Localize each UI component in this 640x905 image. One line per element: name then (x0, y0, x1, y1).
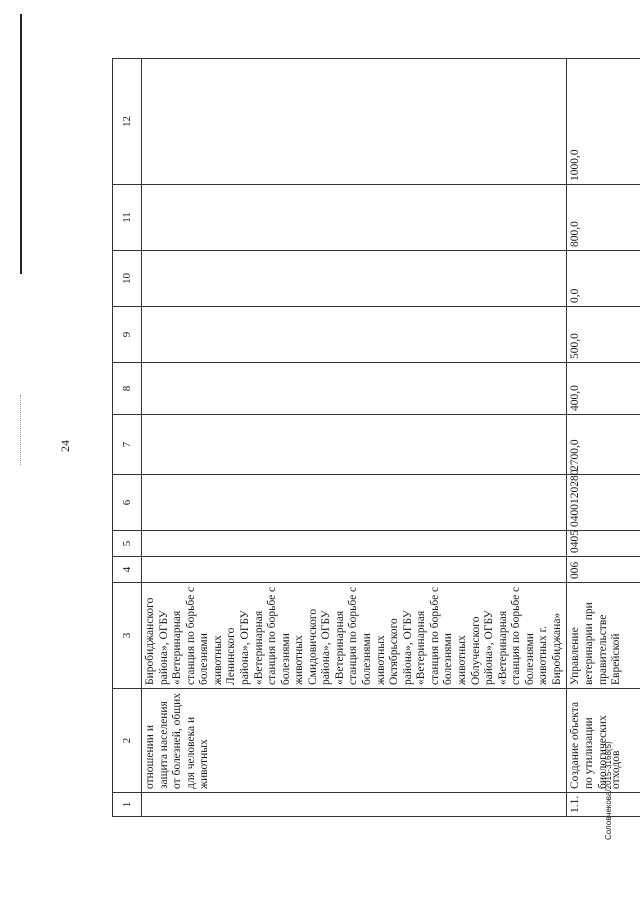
cell-7 (142, 415, 567, 475)
gr-code-cell: 006 (567, 557, 640, 583)
header-cell-12: 12 (113, 59, 142, 185)
cell-10 (142, 251, 567, 307)
header-cell-5: 5 (113, 531, 142, 557)
value-cell-7: 2700,0 (567, 415, 640, 475)
row-number-cell: 1.1. (567, 793, 640, 817)
budget-table (112, 58, 640, 817)
cell-8 (142, 363, 567, 415)
value-cell-12: 1000,0 (567, 59, 640, 185)
measure-description-cell: отношении и защита населения от болезней, общих для человека и животных (142, 689, 567, 793)
executors-cell: Биробиджанского района», ОГБУ «Ветеринарная станция по борьбе с болезнями животных Ленинского района», ОГБУ «Ветеринарная станция по борьбе с болезнями животных Смидовичского района», ОГБУ «Ветеринарная станция по борьбе с болезнями животных Октябрьского района», ОГБУ «Ветеринарная станция по борьбе с болезнями животных Облученского района», ОГБУ «Ветеринарная станция по борьбе с болезнями животных г. Биробиджана» (142, 583, 567, 689)
header-cell-10: 10 (113, 251, 142, 307)
header-cell-7: 7 (113, 415, 142, 475)
cell-12 (142, 59, 567, 185)
footer-note: Соловчекова/2015-3168(5) (604, 741, 613, 840)
cell-4 (142, 557, 567, 583)
page-number: 24 (58, 440, 72, 452)
executor-cell: Управление ветеринарии при правительстве Еврейской (567, 583, 640, 689)
cell-9 (142, 307, 567, 363)
measure-name-cell: Создание объекта по утилизации биологических отходов (567, 689, 640, 793)
section-code-cell: 0405 (567, 531, 640, 557)
value-cell-10: 0,0 (567, 251, 640, 307)
header-cell-9: 9 (113, 307, 142, 363)
value-cell-8: 400,0 (567, 363, 640, 415)
cell-5 (142, 531, 567, 557)
header-cell-1: 1 (113, 793, 142, 817)
header-cell-11: 11 (113, 185, 142, 251)
continuation-row (142, 59, 567, 817)
header-cell-8: 8 (113, 363, 142, 415)
cell-6 (142, 475, 567, 531)
value-cell-11: 800,0 (567, 185, 640, 251)
header-cell-4: 4 (113, 557, 142, 583)
value-cell-9: 500,0 (567, 307, 640, 363)
header-cell-3: 3 (113, 583, 142, 689)
target-article-cell: 0400120280 (567, 475, 640, 531)
cell-11 (142, 185, 567, 251)
table-row-1-1 (567, 59, 640, 817)
header-cell-2: 2 (113, 689, 142, 793)
header-cell-6: 6 (113, 475, 142, 531)
header-row (113, 59, 142, 817)
left-margin-dots (20, 395, 22, 465)
cell-1 (142, 793, 567, 817)
left-margin-line (20, 14, 22, 274)
